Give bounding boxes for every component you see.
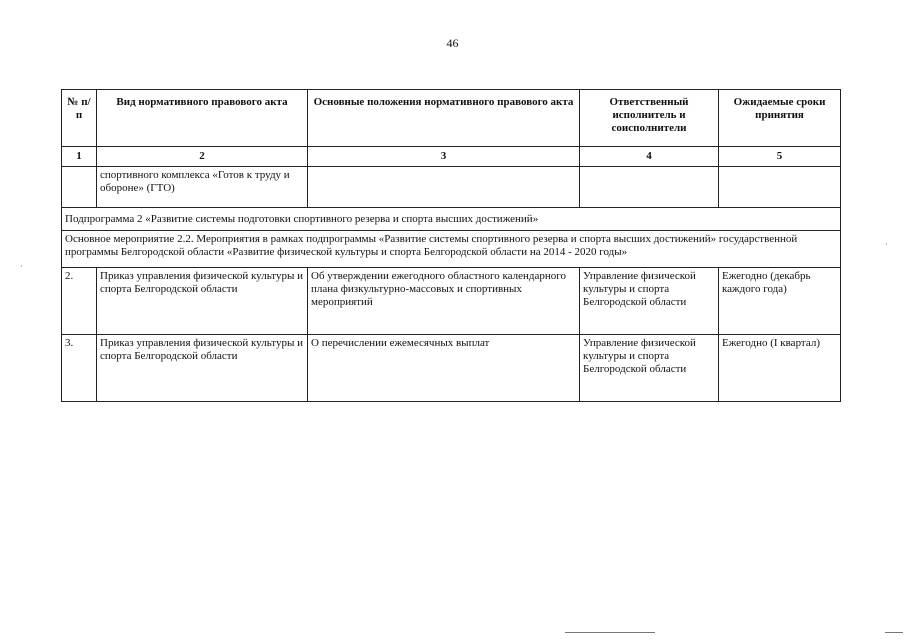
column-numbering-row [62,147,841,167]
row-number: 2. [62,268,97,335]
row-act-type: Приказ управления физической культуры и спорта Белгородской области [97,335,308,402]
column-number: 5 [719,147,841,167]
row-responsible: Управление физической культуры и спорта Белгородской области [580,268,719,335]
row-term: Ежегодно (I квартал) [719,335,841,402]
continuation-act-text: спортивного комплекса «Готов к труду и обороне» (ГТО) [97,167,308,208]
scan-artifact-line [885,632,903,633]
scan-artifact-line [565,632,655,633]
column-number: 3 [308,147,580,167]
header-responsible: Ответственный исполнитель и соисполнители [580,90,719,147]
row-responsible: Управление физической культуры и спорта Белгородской области [580,335,719,402]
row-term: Ежегодно (декабрь каждого года) [719,268,841,335]
scan-mark: · [885,240,888,249]
column-number: 2 [97,147,308,167]
page-number: 46 [446,36,459,50]
header-number: № п/п [62,90,97,147]
table-row [62,268,841,335]
header-provisions: Основные положения нормативного правового акта [308,90,580,147]
table-cell [719,167,841,208]
table-row [62,335,841,402]
subprogram-title: Подпрограмма 2 «Развитие системы подготовки спортивного резерва и спорта высших достижений» [62,208,841,231]
table-cell [580,167,719,208]
subprogram-row [62,208,841,231]
main-event-row [62,231,841,268]
row-act-type: Приказ управления физической культуры и спорта Белгородской области [97,268,308,335]
table-header-row [62,90,841,147]
table-cell [62,167,97,208]
column-number: 1 [62,147,97,167]
row-number: 3. [62,335,97,402]
row-provisions: О перечислении ежемесячных выплат [308,335,580,402]
row-provisions: Об утверждении ежегодного областного календарного плана физкультурно-массовых и спортивных мероприятий [308,268,580,335]
header-act-type: Вид нормативного правового акта [97,90,308,147]
column-number: 4 [580,147,719,167]
scan-mark: · [20,262,23,271]
normative-acts-table [61,89,841,402]
table-cell [308,167,580,208]
continuation-row [62,167,841,208]
main-event-text: Основное мероприятие 2.2. Мероприятия в рамках подпрограммы «Развитие системы спортивного резерва и спорта высших достижений» государственной программы Белгородской области «Развитие физической культуры и спорта Белгородской области на 2014 - 2020 годы» [62,231,841,268]
header-term: Ожидаемые сроки принятия [719,90,841,147]
